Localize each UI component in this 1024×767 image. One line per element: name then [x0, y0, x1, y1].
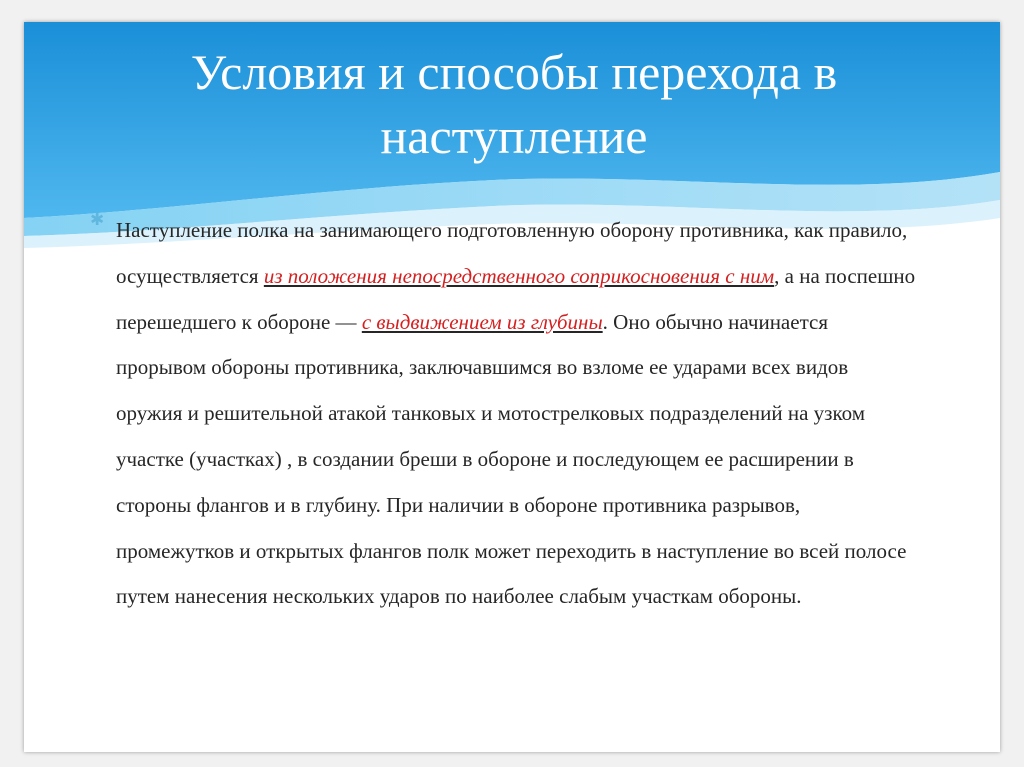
slide-title [64, 40, 964, 168]
slide-title-line2: наступление [380, 108, 648, 164]
highlight-advance: с выдвижением из глубины [361, 309, 603, 334]
body-text-1: Наступление полка на занимающего подготовленную оборону противника, как правило, осуществляется [116, 218, 908, 288]
asterisk-bullet-icon: ✱ [90, 210, 105, 230]
body-paragraph [116, 208, 916, 620]
slide-title-line1: Условия и способы перехода в [190, 44, 838, 100]
body-text-3: . Оно обычно начинается прорывом обороны противника, заключавшимся во взломе ее ударами всех видов оружия и решительной атакой танковых и мотострелковых подразделений на узком участке (участках) , в создании бреши в обороне и последующем ее расширении в стороны флангов и в глубину. При наличии в обороне противника разрывов, промежутков и открытых флангов полк может переходить в наступление во всей полосе путем нанесения нескольких ударов по наиболее слабым участкам обороны. [116, 309, 907, 609]
slide-body [90, 208, 916, 620]
body-text-2: , а на поспешно перешедшего к обороне — [116, 263, 916, 334]
slide [24, 22, 1000, 752]
highlight-position: из положения непосредственного соприкосновения с ним [263, 263, 775, 288]
